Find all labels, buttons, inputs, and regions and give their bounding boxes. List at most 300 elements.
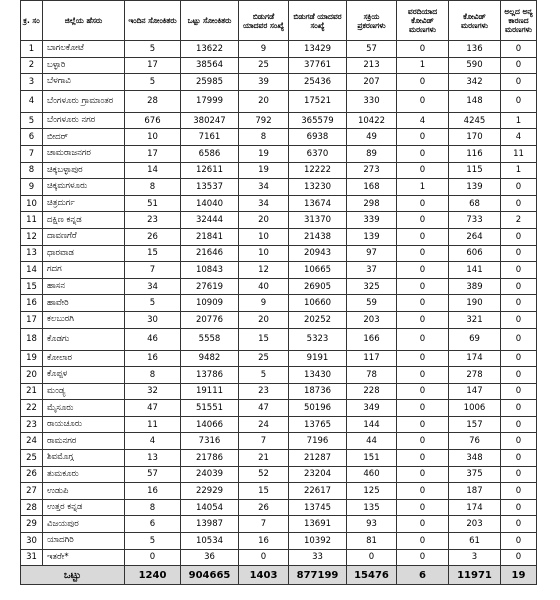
cell-other-deaths: 0	[501, 433, 537, 450]
cell-disch-today: 20	[239, 90, 289, 112]
cell-sn: 14	[21, 262, 43, 279]
cell-other-deaths: 0	[501, 90, 537, 112]
cell-active: 57	[347, 41, 397, 58]
cell-sn: 5	[21, 112, 43, 129]
cell-other-deaths: 0	[501, 328, 537, 350]
cell-active: 49	[347, 129, 397, 146]
cell-disch-total: 33	[289, 549, 347, 566]
cell-district: ಕಲಬುರಗಿ	[43, 311, 125, 328]
cell-other-deaths: 11	[501, 145, 537, 162]
table-row	[21, 112, 537, 129]
table-body	[21, 41, 537, 585]
cell-other-deaths: 0	[501, 262, 537, 279]
cell-deaths-total: 187	[449, 483, 501, 500]
cell-deaths-today: 0	[397, 450, 449, 467]
cell-active: 349	[347, 400, 397, 417]
cell-deaths-today: 0	[397, 416, 449, 433]
cell-today: 47	[125, 400, 181, 417]
cell-other-deaths: 1	[501, 112, 537, 129]
cell-total: 20776	[181, 311, 239, 328]
cell-disch-today: 47	[239, 400, 289, 417]
cell-sn: 31	[21, 549, 43, 566]
cell-deaths-today: 0	[397, 262, 449, 279]
cell-disch-today: 23	[239, 383, 289, 400]
table-row	[21, 90, 537, 112]
cell-total: 21841	[181, 228, 239, 245]
cell-disch-today: 21	[239, 450, 289, 467]
cell-deaths-total: 76	[449, 433, 501, 450]
cell-disch-total: 22617	[289, 483, 347, 500]
cell-deaths-total: 203	[449, 516, 501, 533]
column-header: ಕೋವಿಡ್ ಮರಣಗಳು	[449, 1, 501, 41]
cell-disch-today: 10	[239, 245, 289, 262]
cell-other-deaths: 0	[501, 74, 537, 91]
cell-today: 7	[125, 262, 181, 279]
cell-disch-total: 50196	[289, 400, 347, 417]
cell-disch-today: 25	[239, 350, 289, 367]
column-header: ಸಕ್ರಿಯ ಪ್ರಕರಣಗಳು	[347, 1, 397, 41]
table-row	[21, 228, 537, 245]
cell-disch-today: 25	[239, 57, 289, 74]
cell-today: 32	[125, 383, 181, 400]
cell-today: 10	[125, 129, 181, 146]
cell-sn: 2	[21, 57, 43, 74]
cell-disch-total: 365579	[289, 112, 347, 129]
cell-total: 36	[181, 549, 239, 566]
cell-disch-total: 12222	[289, 162, 347, 179]
cell-deaths-today: 0	[397, 483, 449, 500]
cell-total: 10843	[181, 262, 239, 279]
cell-district: ಕೋಲಾರ	[43, 350, 125, 367]
cell-other-deaths: 0	[501, 516, 537, 533]
cell-deaths-today: 0	[397, 433, 449, 450]
cell-today: 16	[125, 350, 181, 367]
cell-other-deaths: 1	[501, 162, 537, 179]
cell-deaths-total: 389	[449, 278, 501, 295]
cell-deaths-total: 3	[449, 549, 501, 566]
table-row	[21, 162, 537, 179]
cell-sn: 19	[21, 350, 43, 367]
cell-sn: 1	[21, 41, 43, 58]
cell-deaths-total: 69	[449, 328, 501, 350]
cell-total: 13987	[181, 516, 239, 533]
cell-disch-total: 10660	[289, 295, 347, 312]
cell-sn: 20	[21, 367, 43, 384]
cell-deaths-today: 0	[397, 145, 449, 162]
cell-other-deaths: 4	[501, 129, 537, 146]
cell-active: 144	[347, 416, 397, 433]
cell-total: 7316	[181, 433, 239, 450]
cell-other-deaths: 0	[501, 450, 537, 467]
cell-district: ಇತರೇ*	[43, 549, 125, 566]
cell-district: ತುಮಕೂರು	[43, 466, 125, 483]
cell-total: 380247	[181, 112, 239, 129]
cell-active: 135	[347, 499, 397, 516]
cell-district: ಬೀದರ್	[43, 129, 125, 146]
cell-deaths-total: 348	[449, 450, 501, 467]
cell-deaths-total: 157	[449, 416, 501, 433]
cell-disch-total: 10665	[289, 262, 347, 279]
cell-today: 14	[125, 162, 181, 179]
cell-total: 14040	[181, 195, 239, 212]
cell-deaths-total: 116	[449, 145, 501, 162]
table-row	[21, 433, 537, 450]
column-header: ಬಿಡುಗಡೆ ಯಾದವರ ಸಂಖ್ಯೆ	[289, 1, 347, 41]
cell-deaths-total: 733	[449, 212, 501, 229]
cell-active: 97	[347, 245, 397, 262]
cell-disch-today: 7	[239, 516, 289, 533]
cell-today: 676	[125, 112, 181, 129]
cell-active: 228	[347, 383, 397, 400]
cell-district: ಬೆಳಗಾವಿ	[43, 74, 125, 91]
cell-sn: 18	[21, 328, 43, 350]
cell-disch-total: 6938	[289, 129, 347, 146]
cell-sn: 27	[21, 483, 43, 500]
cell-deaths-total: 148	[449, 90, 501, 112]
cell-deaths-today: 0	[397, 466, 449, 483]
cell-sn: 6	[21, 129, 43, 146]
cell-other-deaths: 0	[501, 295, 537, 312]
cell-today: 15	[125, 245, 181, 262]
cell-sn: 8	[21, 162, 43, 179]
cell-sn: 15	[21, 278, 43, 295]
cell-today: 51	[125, 195, 181, 212]
cell-disch-today: 12	[239, 262, 289, 279]
cell-other-deaths: 0	[501, 311, 537, 328]
cell-sn: 13	[21, 245, 43, 262]
cell-deaths-total: 190	[449, 295, 501, 312]
cell-disch-today: 15	[239, 328, 289, 350]
cell-district: ಮಂಡ್ಯ	[43, 383, 125, 400]
table-row	[21, 129, 537, 146]
cell-deaths-total: 264	[449, 228, 501, 245]
cell-active: 44	[347, 433, 397, 450]
cell-active: 460	[347, 466, 397, 483]
cell-total: 17999	[181, 90, 239, 112]
cell-today: 16	[125, 483, 181, 500]
cell-district: ಯಾದಗಿರಿ	[43, 533, 125, 550]
cell-active: 125	[347, 483, 397, 500]
cell-disch-today: 19	[239, 145, 289, 162]
cell-today: 57	[125, 466, 181, 483]
cell-sn: 24	[21, 433, 43, 450]
cell-disch-total: 20943	[289, 245, 347, 262]
cell-disch-today: 9	[239, 41, 289, 58]
cell-disch-today: 20	[239, 311, 289, 328]
cell-deaths-today: 0	[397, 549, 449, 566]
cell-deaths-total: 606	[449, 245, 501, 262]
cell-deaths-today: 4	[397, 112, 449, 129]
cell-deaths-today: 0	[397, 516, 449, 533]
cell-district: ಬೆಂಗಳೂರು ನಗರ	[43, 112, 125, 129]
cell-sn: 12	[21, 228, 43, 245]
total-deaths-today: 6	[397, 566, 449, 585]
cell-total: 10909	[181, 295, 239, 312]
cell-total: 13537	[181, 179, 239, 196]
table-row	[21, 245, 537, 262]
cell-sn: 16	[21, 295, 43, 312]
cell-deaths-today: 1	[397, 179, 449, 196]
total-other-deaths: 19	[501, 566, 537, 585]
total-active: 15476	[347, 566, 397, 585]
table-row	[21, 400, 537, 417]
cell-today: 28	[125, 90, 181, 112]
cell-disch-today: 7	[239, 433, 289, 450]
cell-active: 168	[347, 179, 397, 196]
cell-district: ಹಾಸನ	[43, 278, 125, 295]
cell-active: 117	[347, 350, 397, 367]
cell-deaths-today: 0	[397, 533, 449, 550]
cell-sn: 10	[21, 195, 43, 212]
cell-active: 166	[347, 328, 397, 350]
cell-active: 298	[347, 195, 397, 212]
cell-district: ಚಾಮರಾಜನಗರ	[43, 145, 125, 162]
cell-district: ಹಾವೇರಿ	[43, 295, 125, 312]
cell-disch-today: 34	[239, 179, 289, 196]
header-row	[21, 1, 537, 41]
cell-disch-today: 16	[239, 533, 289, 550]
column-header: ಇಂದಿನ ಸೋಂಕಿತರು	[125, 1, 181, 41]
cell-district: ಕೊಡಗು	[43, 328, 125, 350]
cell-disch-today: 34	[239, 195, 289, 212]
cell-disch-total: 26905	[289, 278, 347, 295]
table-row	[21, 195, 537, 212]
cell-disch-total: 25436	[289, 74, 347, 91]
cell-sn: 7	[21, 145, 43, 162]
cell-today: 13	[125, 450, 181, 467]
cell-disch-today: 10	[239, 228, 289, 245]
cell-district: ಉತ್ತರ ಕನ್ನಡ	[43, 499, 125, 516]
cell-sn: 25	[21, 450, 43, 467]
cell-disch-total: 13430	[289, 367, 347, 384]
column-header: ಕ್ರ. ಸಂ	[21, 1, 43, 41]
total-today: 1240	[125, 566, 181, 585]
cell-today: 11	[125, 416, 181, 433]
cell-other-deaths: 0	[501, 400, 537, 417]
cell-other-deaths: 0	[501, 483, 537, 500]
cell-deaths-total: 170	[449, 129, 501, 146]
cell-deaths-total: 590	[449, 57, 501, 74]
cell-other-deaths: 2	[501, 212, 537, 229]
cell-active: 10422	[347, 112, 397, 129]
cell-total: 12611	[181, 162, 239, 179]
cell-today: 6	[125, 516, 181, 533]
total-label: ಒಟ್ಟು	[21, 566, 125, 585]
cell-total: 13786	[181, 367, 239, 384]
cell-district: ಉಡುಪಿ	[43, 483, 125, 500]
cell-deaths-total: 136	[449, 41, 501, 58]
table-row	[21, 145, 537, 162]
cell-disch-total: 18736	[289, 383, 347, 400]
table-row	[21, 57, 537, 74]
cell-sn: 30	[21, 533, 43, 550]
cell-district: ವಿಜಯಪುರ	[43, 516, 125, 533]
table-row	[21, 416, 537, 433]
cell-total: 24039	[181, 466, 239, 483]
column-header: ಜಿಲ್ಲೆಯ ಹೆಸರು	[43, 1, 125, 41]
total-total: 904665	[181, 566, 239, 585]
table-row	[21, 311, 537, 328]
cell-total: 25985	[181, 74, 239, 91]
cell-deaths-today: 0	[397, 245, 449, 262]
cell-disch-today: 5	[239, 367, 289, 384]
cell-active: 273	[347, 162, 397, 179]
cell-disch-today: 39	[239, 74, 289, 91]
cell-deaths-today: 0	[397, 367, 449, 384]
cell-today: 34	[125, 278, 181, 295]
cell-disch-today: 792	[239, 112, 289, 129]
cell-active: 325	[347, 278, 397, 295]
cell-sn: 17	[21, 311, 43, 328]
cell-total: 14066	[181, 416, 239, 433]
cell-total: 14054	[181, 499, 239, 516]
cell-disch-today: 52	[239, 466, 289, 483]
cell-deaths-today: 1	[397, 57, 449, 74]
cell-sn: 22	[21, 400, 43, 417]
cell-disch-total: 13230	[289, 179, 347, 196]
cell-district: ಮೈಸೂರು	[43, 400, 125, 417]
cell-disch-total: 21438	[289, 228, 347, 245]
cell-sn: 23	[21, 416, 43, 433]
district-covid-table	[20, 0, 537, 585]
cell-district: ಚಿಕ್ಕಮಗಳೂರು	[43, 179, 125, 196]
cell-disch-total: 17521	[289, 90, 347, 112]
cell-sn: 26	[21, 466, 43, 483]
cell-district: ದಾವಣಗೆರೆ	[43, 228, 125, 245]
table-row	[21, 466, 537, 483]
cell-active: 59	[347, 295, 397, 312]
cell-deaths-total: 321	[449, 311, 501, 328]
cell-deaths-today: 0	[397, 295, 449, 312]
cell-today: 8	[125, 367, 181, 384]
cell-deaths-today: 0	[397, 400, 449, 417]
cell-active: 203	[347, 311, 397, 328]
cell-total: 21786	[181, 450, 239, 467]
cell-other-deaths: 0	[501, 195, 537, 212]
cell-other-deaths: 0	[501, 549, 537, 566]
cell-deaths-today: 0	[397, 212, 449, 229]
cell-deaths-today: 0	[397, 228, 449, 245]
cell-district: ಧಾರವಾಡ	[43, 245, 125, 262]
cell-total: 21646	[181, 245, 239, 262]
column-header: ಬಿಡುಗಡೆ ಯಾದವರ ಸಂಖ್ಯೆ	[239, 1, 289, 41]
cell-today: 17	[125, 145, 181, 162]
cell-disch-total: 37761	[289, 57, 347, 74]
cell-disch-total: 5323	[289, 328, 347, 350]
table-row	[21, 278, 537, 295]
cell-district: ಬೆಂಗಳೂರು ಗ್ರಾಮಾಂತರ	[43, 90, 125, 112]
cell-deaths-total: 174	[449, 350, 501, 367]
table-row	[21, 295, 537, 312]
cell-deaths-today: 0	[397, 129, 449, 146]
cell-district: ಚಿಕ್ಕಬಳ್ಳಾಪುರ	[43, 162, 125, 179]
cell-disch-today: 0	[239, 549, 289, 566]
cell-active: 37	[347, 262, 397, 279]
cell-deaths-today: 0	[397, 499, 449, 516]
cell-other-deaths: 0	[501, 466, 537, 483]
cell-sn: 21	[21, 383, 43, 400]
cell-disch-total: 13765	[289, 416, 347, 433]
table-row	[21, 179, 537, 196]
cell-sn: 4	[21, 90, 43, 112]
cell-sn: 3	[21, 74, 43, 91]
cell-deaths-total: 139	[449, 179, 501, 196]
cell-today: 5	[125, 533, 181, 550]
cell-active: 207	[347, 74, 397, 91]
cell-deaths-total: 115	[449, 162, 501, 179]
cell-deaths-total: 147	[449, 383, 501, 400]
cell-active: 81	[347, 533, 397, 550]
cell-sn: 9	[21, 179, 43, 196]
cell-other-deaths: 0	[501, 41, 537, 58]
cell-deaths-today: 0	[397, 90, 449, 112]
cell-active: 93	[347, 516, 397, 533]
cell-deaths-total: 278	[449, 367, 501, 384]
table-row	[21, 350, 537, 367]
cell-active: 139	[347, 228, 397, 245]
cell-deaths-today: 0	[397, 278, 449, 295]
cell-district: ಬಾಗಲಕೋಟೆ	[43, 41, 125, 58]
cell-deaths-total: 342	[449, 74, 501, 91]
cell-other-deaths: 0	[501, 228, 537, 245]
cell-active: 151	[347, 450, 397, 467]
table-row	[21, 483, 537, 500]
cell-disch-total: 7196	[289, 433, 347, 450]
cell-disch-total: 31370	[289, 212, 347, 229]
cell-today: 4	[125, 433, 181, 450]
cell-deaths-total: 68	[449, 195, 501, 212]
cell-deaths-total: 4245	[449, 112, 501, 129]
cell-other-deaths: 0	[501, 179, 537, 196]
cell-deaths-today: 0	[397, 328, 449, 350]
table-row	[21, 549, 537, 566]
cell-disch-today: 26	[239, 499, 289, 516]
total-disch-total: 877199	[289, 566, 347, 585]
cell-active: 0	[347, 549, 397, 566]
table-row	[21, 212, 537, 229]
table-row	[21, 41, 537, 58]
table-row	[21, 383, 537, 400]
cell-disch-today: 24	[239, 416, 289, 433]
cell-disch-total: 13674	[289, 195, 347, 212]
cell-district: ಬಳ್ಳಾರಿ	[43, 57, 125, 74]
cell-other-deaths: 0	[501, 416, 537, 433]
cell-today: 8	[125, 499, 181, 516]
cell-active: 89	[347, 145, 397, 162]
table-row	[21, 328, 537, 350]
cell-active: 213	[347, 57, 397, 74]
cell-disch-today: 8	[239, 129, 289, 146]
cell-disch-today: 40	[239, 278, 289, 295]
cell-today: 0	[125, 549, 181, 566]
total-row	[21, 566, 537, 585]
cell-other-deaths: 0	[501, 383, 537, 400]
table-row	[21, 450, 537, 467]
cell-today: 5	[125, 295, 181, 312]
cell-total: 7161	[181, 129, 239, 146]
cell-deaths-total: 61	[449, 533, 501, 550]
cell-total: 5558	[181, 328, 239, 350]
cell-deaths-today: 0	[397, 41, 449, 58]
cell-district: ಗದಗ	[43, 262, 125, 279]
cell-deaths-total: 375	[449, 466, 501, 483]
cell-disch-total: 10392	[289, 533, 347, 550]
cell-disch-total: 21287	[289, 450, 347, 467]
cell-other-deaths: 0	[501, 278, 537, 295]
cell-disch-today: 19	[239, 162, 289, 179]
cell-sn: 28	[21, 499, 43, 516]
table-row	[21, 499, 537, 516]
